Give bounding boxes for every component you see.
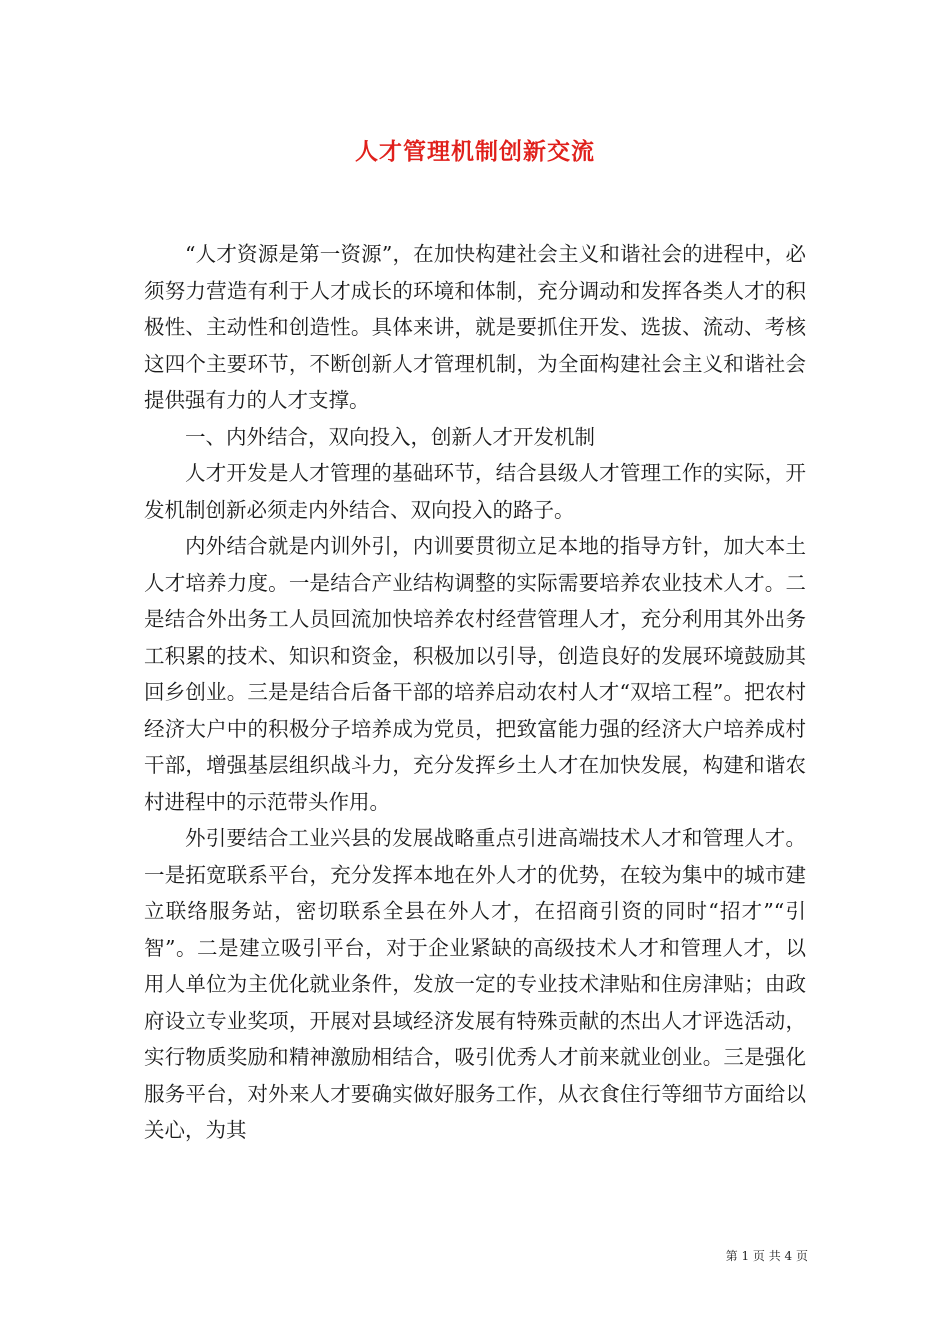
paragraph-development: 人才开发是人才管理的基础环节，结合县级人才管理工作的实际，开发机制创新必须走内外结合、双向投入的路子。	[144, 461, 806, 522]
document-body	[144, 236, 806, 1149]
paragraph-external-recruitment: 外引要结合工业兴县的发展战略重点引进高端技术人才和管理人才。一是拓宽联系平台，充分发挥本地在外人才的优势，在较为集中的城市建立联络服务站，密切联系全县在外人才，在招商引资的同时“招才”“引智”。二是建立吸引平台，对于企业紧缺的高级技术人才和管理人才，以用人单位为主优化就业条件，发放一定的专业技术津贴和住房津贴；由政府设立专业奖项，开展对县域经济发展有特殊贡献的杰出人才评选活动，实行物质奖励和精神激励相结合，吸引优秀人才前来就业创业。三是强化服务平台，对外来人才要确实做好服务工作，从衣食住行等细节方面给以关心，为其	[144, 826, 806, 1142]
paragraph-internal-training: 内外结合就是内训外引，内训要贯彻立足本地的指导方针，加大本土人才培养力度。一是结合产业结构调整的实际需要培养农业技术人才。二是结合外出务工人员回流加快培养农村经营管理人才，充分利用其外出务工积累的技术、知识和资金，积极加以引导，创造良好的发展环境鼓励其回乡创业。三是是结合后备干部的培养启动农村人才“双培工程”。把农村经济大户中的积极分子培养成为党员，把致富能力强的经济大户培养成村干部，增强基层组织战斗力，充分发挥乡土人才在加快发展，构建和谐农村进程中的示范带头作用。	[144, 534, 806, 814]
document-title: 人才管理机制创新交流	[355, 138, 595, 165]
paragraph-intro: “人才资源是第一资源”，在加快构建社会主义和谐社会的进程中，必须努力营造有利于人才成长的环境和体制，充分调动和发挥各类人才的积极性、主动性和创造性。具体来讲，就是要抓住开发、选拔、流动、考核这四个主要环节，不断创新人才管理机制，为全面构建社会主义和谐社会提供强有力的人才支撑。	[144, 242, 806, 412]
section-heading-1: 一、内外结合，双向投入，创新人才开发机制	[185, 424, 595, 449]
page-number-footer: 第 1 页 共 4 页	[725, 1249, 808, 1263]
